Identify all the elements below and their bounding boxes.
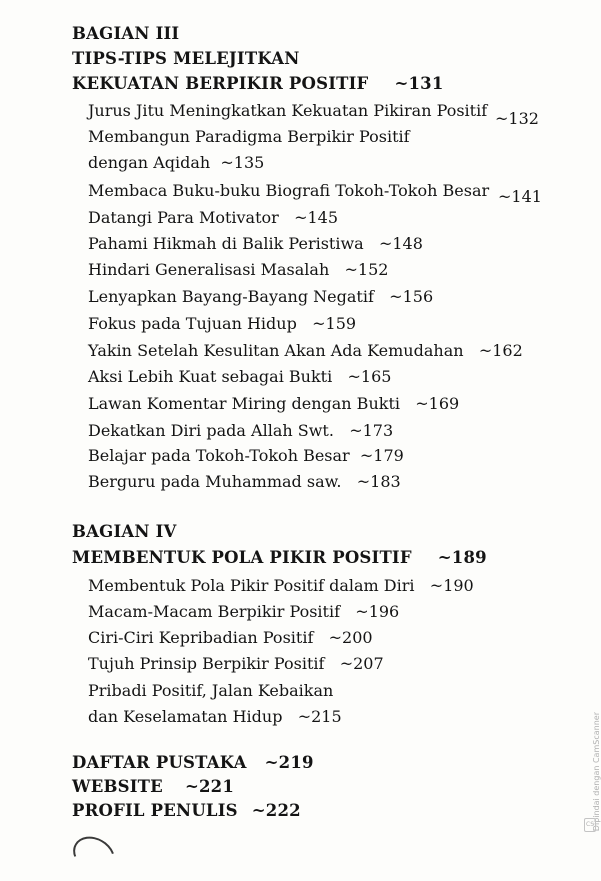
- toc-entry: [88, 101, 487, 120]
- toc-entry: [88, 234, 423, 253]
- toc-entry: [88, 260, 388, 279]
- toc-entry-page: ~179: [359, 446, 404, 465]
- back-matter-references: [72, 753, 314, 772]
- toc-entry-title: Jurus Jitu Meningkatkan Kekuatan Pikiran Positif: [88, 101, 488, 120]
- toc-entry-page: ~173: [349, 421, 394, 440]
- toc-entry-page: ~162: [478, 341, 523, 360]
- part-3-page-number: ~131: [394, 74, 444, 93]
- toc-entry: [88, 446, 404, 465]
- toc-entry: [88, 314, 356, 333]
- back-matter-label: DAFTAR PUSTAKA: [72, 753, 247, 772]
- back-matter-page: ~221: [184, 777, 235, 796]
- toc-entry-page: ~200: [328, 628, 373, 647]
- toc-entry-title: Yakin Setelah Kesulitan Akan Ada Kemudahan: [88, 341, 464, 360]
- toc-entry: [88, 394, 459, 413]
- toc-entry-title: Aksi Lebih Kuat sebagai Bukti: [88, 367, 333, 386]
- toc-entry-title: Macam-Macam Berpikir Positif: [88, 602, 341, 621]
- toc-entry-page: ~135: [220, 153, 265, 172]
- toc-entry: [88, 576, 474, 595]
- part-title-3-text: KEKUATAN BERPIKIR POSITIF: [72, 74, 369, 93]
- toc-entry-title: Fokus pada Tujuan Hidup: [88, 314, 297, 333]
- toc-entry-title: Dekatkan Diri pada Allah Swt.: [88, 421, 334, 440]
- toc-entry-title: dengan Aqidah: [88, 153, 211, 172]
- toc-entry-page: ~215: [297, 707, 342, 726]
- toc-entry: [88, 208, 338, 227]
- toc-entry-page: ~196: [355, 602, 400, 621]
- toc-entry-page: ~132: [495, 109, 539, 128]
- part-title-4-text: MEMBENTUK POLA PIKIR POSITIF: [72, 548, 412, 567]
- back-matter-author-profile: [72, 801, 301, 820]
- toc-entry-line-2: [88, 153, 264, 172]
- toc-entry-title: Hindari Generalisasi Masalah: [88, 260, 330, 279]
- part-heading-3: BAGIAN III: [72, 24, 180, 43]
- toc-entry-page: ~165: [347, 367, 392, 386]
- toc-entry-title: Berguru pada Muhammad saw.: [88, 472, 342, 491]
- toc-entry: [88, 367, 391, 386]
- toc-entry-page: ~183: [356, 472, 401, 491]
- part-title-3-line-2: [72, 74, 444, 93]
- toc-entry-title: Membentuk Pola Pikir Positif dalam Diri: [88, 576, 415, 595]
- toc-entry: [88, 628, 373, 647]
- toc-entry-page: ~156: [389, 287, 434, 306]
- part-heading-4: BAGIAN IV: [72, 522, 177, 541]
- toc-entry: [88, 421, 393, 440]
- toc-entry-line-1: Pribadi Positif, Jalan Kebaikan: [88, 681, 334, 700]
- toc-entry-page: ~145: [294, 208, 339, 227]
- part-4-page-number: ~189: [437, 548, 487, 567]
- toc-entry-page: ~159: [312, 314, 357, 333]
- toc-entry: [88, 472, 401, 491]
- toc-entry-line-1: Membangun Paradigma Berpikir Positif: [88, 127, 410, 146]
- toc-entry: [88, 654, 384, 673]
- toc-entry-title: dan Keselamatan Hidup: [88, 707, 283, 726]
- toc-entry: [88, 341, 523, 360]
- toc-entry-title: Tujuh Prinsip Berpikir Positif: [88, 654, 325, 673]
- part-title-4: [72, 548, 487, 567]
- toc-entry-title: Belajar pada Tokoh-Tokoh Besar: [88, 446, 350, 465]
- back-matter-label: PROFIL PENULIS: [72, 801, 238, 820]
- toc-entry-page: ~152: [344, 260, 389, 279]
- toc-entry-title: Datangi Para Motivator: [88, 208, 279, 227]
- toc-entry: [88, 287, 433, 306]
- page-corner-ornament: [66, 829, 121, 880]
- part-title-3-line-1: TIPS-TIPS MELEJITKAN: [72, 49, 300, 68]
- toc-entry: Membaca Buku-buku Biografi Tokoh-Tokoh Besar: [88, 181, 490, 200]
- toc-entry-page: ~190: [429, 576, 474, 595]
- toc-entry: [88, 602, 399, 621]
- toc-entry-title: Lawan Komentar Miring dengan Bukti: [88, 394, 400, 413]
- back-matter-page: ~219: [264, 753, 314, 772]
- scanner-watermark: Dipindai dengan CamScanner: [592, 712, 601, 832]
- back-matter-website: [72, 777, 234, 796]
- toc-entry-line-2: [88, 707, 342, 726]
- toc-entry-title: Pahami Hikmah di Balik Peristiwa: [88, 234, 364, 253]
- toc-entry-page: ~148: [378, 234, 423, 253]
- toc-entry-title: Ciri-Ciri Kepribadian Positif: [88, 628, 314, 647]
- toc-entry-page: ~169: [415, 394, 460, 413]
- scanner-logo-icon: CS: [584, 818, 596, 832]
- toc-entry-title: Lenyapkan Bayang-Bayang Negatif: [88, 287, 374, 306]
- toc-entry-page: ~141: [498, 187, 542, 206]
- toc-entry-page: ~207: [339, 654, 384, 673]
- back-matter-page: ~222: [251, 801, 301, 820]
- back-matter-label: WEBSITE: [72, 777, 163, 796]
